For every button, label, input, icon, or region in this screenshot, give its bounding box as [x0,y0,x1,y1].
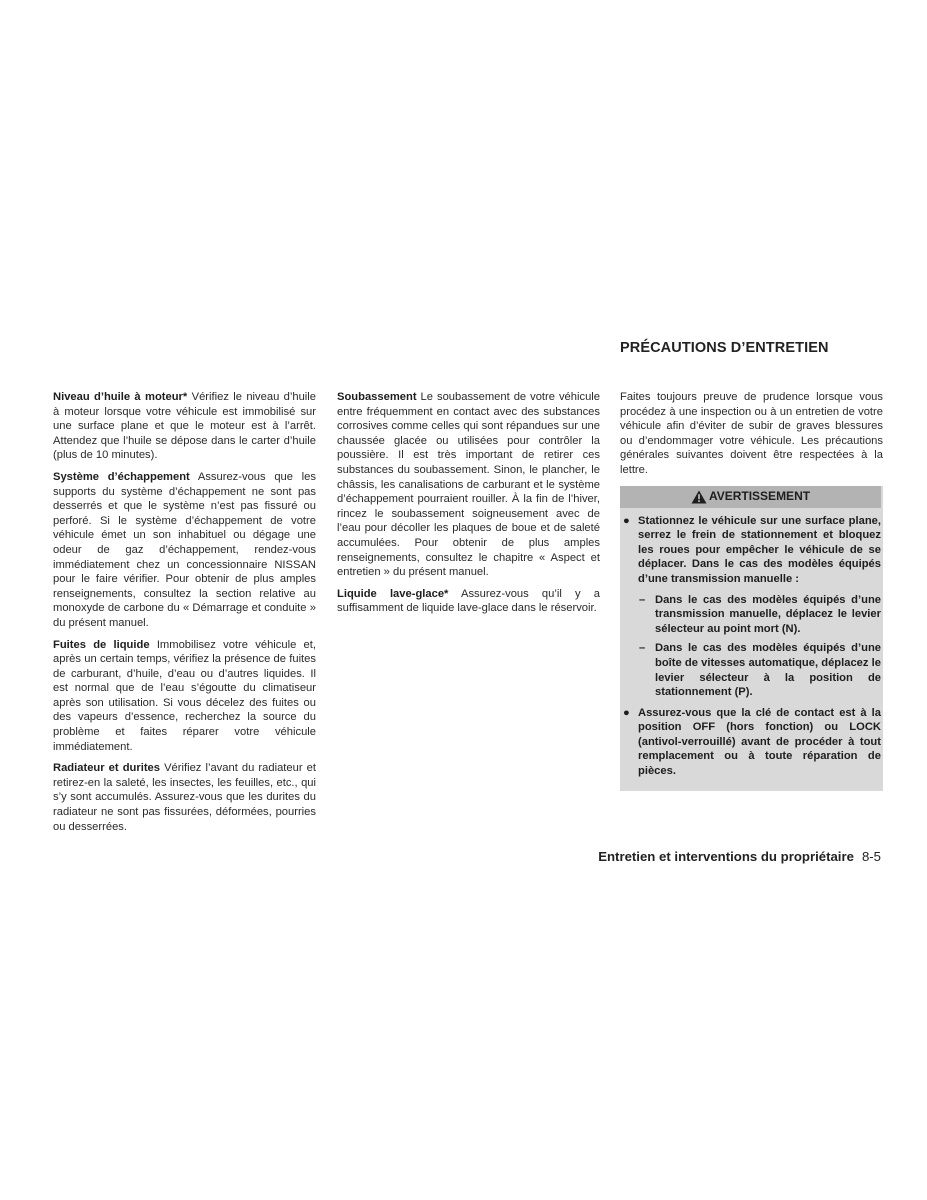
radiator-heading: Radiateur et durites [53,762,161,775]
underbody-text: Le soubassement de votre véhicule entre fréquemment en contact avec des substances corrosives comme celles qui sont répandues sur une chaussée glacée ou utilisées pour contrôler la poussière. Il est très important de retirer ces substances du soubassement. Sinon, le plancher, le châssis, les canalisations de carburant et le système d’échappement pourraient rouiller. À la fin de l’hiver, rincez le soubassement soigneusement avec de l’eau pour décoller les plaques de boue et de saleté accumulées. Pour obtenir de plus amples renseignements, consultez le chapitre « Aspect et entretien » du présent manuel. [337,391,600,579]
column-middle [337,390,600,623]
warning-sub-item [639,593,881,637]
intro-paragraph: Faites toujours preuve de prudence lorsque vous procédez à une inspection ou à un entretien de votre véhicule afin d’éviter de subir de graves blessures ou d’endommager votre véhicule. Les précautions générales suivantes doivent être respectées à la lettre. [620,391,883,476]
section-title: PRÉCAUTIONS D’ENTRETIEN [620,340,829,356]
bullet-icon: ● [623,514,630,527]
page-footer [598,849,881,864]
warning-sub-list [638,593,881,700]
warning-triangle-icon [691,490,707,504]
warning-header [620,486,881,508]
warning-sub-item-text: Dans le cas des modèles équipés d’une transmission manuelle, déplacez le levier sélecteur au point mort (N). [655,593,881,635]
fluid-leaks-text: Immobilisez votre véhicule et, après un certain temps, vérifiez la présence de fuites de carburant, d’huile, d’eau ou d’autres liquides. Il est normal que de l’eau s’égoutte du climatiseur après son utilisation. Si vous décelez des fuites ou des vapeurs d’essence, recherchez la source du problème et faites réparer votre véhicule immédiatement. [53,638,316,753]
fluid-leaks-heading: Fuites de liquide [53,638,150,651]
oil-level-heading: Niveau d’huile à moteur* [53,391,188,403]
warning-item-text: Assurez-vous que la clé de contact est à la position OFF (hors fonction) ou LOCK (antivol-verrouillé) avant de procéder à tout remplacement ou à toute réparation de pièces. [638,706,881,778]
exhaust-heading: Système d’échappement [53,470,190,483]
dash-icon: – [639,593,646,606]
bullet-icon: ● [623,706,630,719]
warning-item [620,706,881,779]
dash-icon: – [639,642,646,655]
page-number: 8-5 [861,849,881,864]
warning-item [620,514,881,700]
washer-fluid-heading: Liquide lave-glace* [337,587,449,600]
footer-chapter-title: Entretien et interventions du propriétaire [598,849,854,864]
warning-title: AVERTISSEMENT [708,489,811,504]
warning-item-text: Stationnez le véhicule sur une surface plane, serrez le frein de stationnement et bloquez les roues pour empêcher le véhicule de se déplacer. Dans le cas des modèles équipés d’une transmission manuelle : [638,514,881,585]
warning-list [620,508,881,787]
washer-fluid-text: Assurez-vous qu’il y a suffisamment de liquide lave-glace dans le réservoir. [337,587,600,615]
paragraph-oil-level [53,390,316,463]
paragraph-washer-fluid [337,587,600,616]
paragraph-underbody [337,390,600,580]
underbody-heading: Soubassement [337,391,417,403]
warning-sub-item [639,641,881,699]
oil-level-text: Vérifiez le niveau d’huile à moteur lorsque votre véhicule est immobilisé sur une surface plane et que le moteur est à l’arrêt. Attendez que l’huile se dépose dans le carter d’huile (plus de 10 minutes). [53,391,316,462]
radiator-text: Vérifiez l’avant du radiateur et retirez-en la saleté, les insectes, les feuilles, etc., qui s’y sont accumulés. Assurez-vous que les durites du radiateur ne sont pas fissurées, déformées, pourries ou desserrées. [53,762,316,833]
warning-box [620,486,883,791]
paragraph-fluid-leaks [53,638,316,755]
column-right [620,390,883,791]
paragraph-exhaust [53,470,316,631]
paragraph-radiator [53,761,316,834]
exhaust-text: Assurez-vous que les supports du système d’échappement ne sont pas desserrés et que le système n’est pas fissuré ou perforé. Si le système d’échappement de votre véhicule émet un son inhabituel ou dégage une odeur de gaz d’échappement, rendez-vous immédiatement chez un concessionnaire NISSAN pour le faire vérifier. Pour obtenir de plus amples renseignements, consultez la section relative au monoxyde de carbone du « Démarrage et conduite » du présent manuel. [53,470,316,629]
warning-sub-item-text: Dans le cas des modèles équipés d’une boîte de vitesses automatique, déplacez le levier sélecteur à la position de stationnement (P). [655,642,881,699]
column-left [53,390,316,841]
